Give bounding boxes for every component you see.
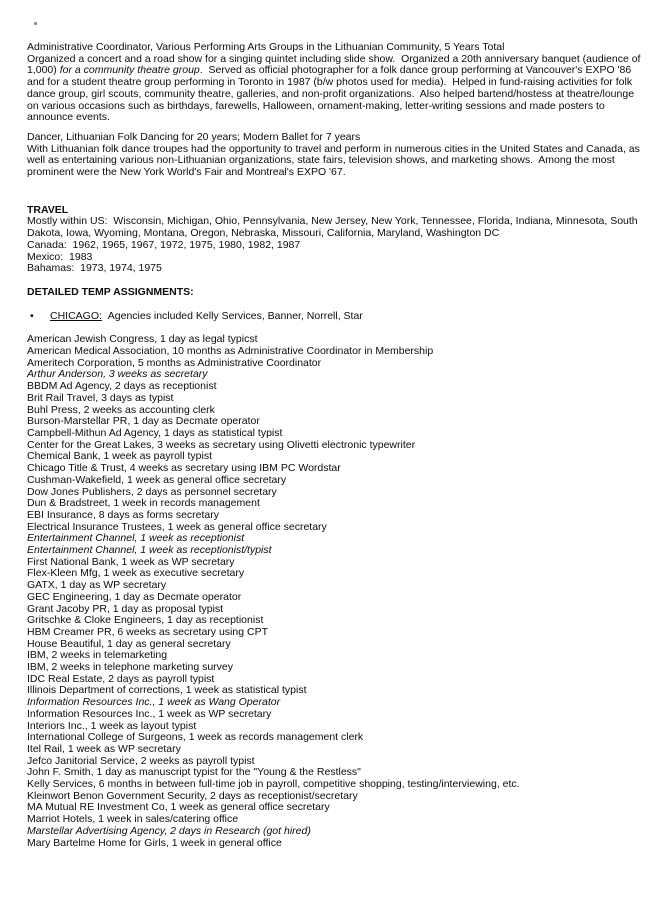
assignment-line: Electrical Insurance Trustees, 1 week as general office secretary [27, 520, 327, 533]
assignment-line: Ameritech Corporation, 5 months as Administrative Coordinator [27, 356, 322, 369]
assignment-line: First National Bank, 1 week as WP secretary [27, 555, 235, 568]
assignment-line: MA Mutual RE Investment Co, 1 week as general office secretary [27, 801, 330, 814]
assignment-line: Dun & Bradstreet, 1 week in records management [27, 497, 260, 510]
assignment-line: Information Resources Inc., 1 week as Wang Operator [27, 696, 281, 709]
chicago-label: CHICAGO: [50, 309, 102, 322]
bullet-icon: • [30, 309, 34, 322]
assignment-line: Cushman-Wakefield, 1 week as general office secretary [27, 473, 287, 486]
assignment-line: Campbell-Mithun Ad Agency, 1 days as statistical typist [27, 426, 283, 439]
assignment-line: Illinois Department of corrections, 1 week as statistical typist [27, 684, 307, 697]
assignment-line: Brit Rail Travel, 3 days as typist [27, 391, 174, 404]
experience-body-arts [27, 54, 648, 124]
assignment-line: Itel Rail, 1 week as WP secretary [27, 742, 181, 755]
assignment-line: Dow Jones Publishers, 2 days as personnel secretary [27, 485, 277, 498]
assignment-line: Marstellar Advertising Agency, 2 days in Research (got hired) [27, 824, 311, 837]
assignment-line: Information Resources Inc., 1 week as WP secretary [27, 707, 272, 720]
assignment-line: American Medical Association, 10 months as Administrative Coordinator in Membership [27, 345, 434, 358]
assignment-line: BBDM Ad Agency, 2 days as receptionist [27, 380, 217, 393]
travel-section [27, 205, 648, 275]
text-segment: Organized a concert and a road show for a singing quintet including slide show. Organized a 20th anniversary banquet (audience of 1,000) [27, 52, 644, 77]
assignment-line: Buhl Press, 2 weeks as accounting clerk [27, 403, 215, 416]
assignment-line: International College of Surgeons, 1 week as records management clerk [27, 731, 364, 744]
experience-title-dancer: Dancer, Lithuanian Folk Dancing for 20 years; Modern Ballet for 7 years [27, 130, 361, 143]
travel-heading: TRAVEL [27, 203, 69, 216]
experience-body-dancer: With Lithuanian folk dance troupes had the opportunity to travel and perform in numerous cities in the United States and Canada, as well as entertaining various non-Lithuanian organizations, state fairs, television shows, and marketing shows. Among the most prominent were the New York World's Fair and Montreal's EXPO '67. [27, 142, 643, 179]
assignment-line: Grant Jacoby PR, 1 day as proposal typist [27, 602, 224, 615]
chicago-agencies-text: Agencies included Kelly Services, Banner, Norrell, Star [101, 309, 363, 322]
assignment-line: Marriot Hotels, 1 week in sales/catering office [27, 813, 239, 826]
assignment-line: IBM, 2 weeks in telemarketing [27, 649, 168, 662]
travel-line: Canada: 1962, 1965, 1967, 1972, 1975, 1980, 1982, 1987 [27, 238, 301, 251]
temp-assignments-heading: DETAILED TEMP ASSIGNMENTS: [27, 285, 194, 298]
travel-line: Mexico: 1983 [27, 250, 93, 263]
assignment-line: Center for the Great Lakes, 3 weeks as secretary using Olivetti electronic typewriter [27, 438, 416, 451]
experience-paragraph-dancer [27, 132, 648, 179]
travel-lines [27, 216, 648, 275]
assignment-line: Chemical Bank, 1 week as payroll typist [27, 450, 212, 463]
assignment-line: House Beautiful, 1 day as general secretary [27, 637, 231, 650]
assignment-line: Flex-Kleen Mfg, 1 week as executive secretary [27, 567, 245, 580]
text-segment: for a community theatre group [59, 64, 200, 77]
experience-title-arts: Administrative Coordinator, Various Performing Arts Groups in the Lithuanian Community, 5 Years Total [27, 41, 505, 53]
assignment-line: Burson-Marstellar PR, 1 day as Decmate operator [27, 415, 260, 428]
assignment-line: Entertainment Channel, 1 week as receptionist/typist [27, 544, 272, 557]
assignment-line: Gritschke & Cloke Engineers, 1 day as receptionist [27, 614, 264, 627]
assignment-line: GATX, 1 day as WP secretary [27, 579, 167, 592]
travel-line: Bahamas: 1973, 1974, 1975 [27, 262, 162, 275]
assignment-line: Mary Bartelme Home for Girls, 1 week in general office [27, 836, 282, 849]
chicago-bullet-line [27, 311, 648, 323]
assignment-line: Kleinwort Benon Government Security, 2 days as receptionist/secretary [27, 789, 358, 802]
scan-artifact [34, 22, 37, 25]
assignment-list [27, 334, 648, 849]
assignment-line: American Jewish Congress, 1 day as legal typicst [27, 333, 258, 346]
experience-paragraph-arts [27, 42, 648, 124]
assignment-line: HBM Creamer PR, 6 weeks as secretary using CPT [27, 625, 268, 638]
assignment-line: GEC Engineering, 1 day as Decmate operator [27, 590, 242, 603]
assignment-line: IBM, 2 weeks in telephone marketing survey [27, 661, 234, 674]
text-segment: . Served as official photographer for a folk dance group performing at Vancouver's EXPO '86 and for a student theatre group performing in Toronto in 1987 (b/w photos used for media). Helped in fund-raising activities for folk dance group, girl scouts, community theatre, galleries, and non-profit organizations. Also helped bartend/hostess at theatre/lounge on various occasions such as birthdays, farewells, Halloween, ornament-making, letter-writing sessions and made posters to announce events. [27, 64, 637, 124]
assignment-line: Entertainment Channel, 1 week as receptionist [27, 532, 245, 545]
assignment-line: Arthur Anderson, 3 weeks as secretary [27, 368, 208, 381]
assignment-line: IDC Real Estate, 2 days as payroll typist [27, 672, 215, 685]
assignment-line: Kelly Services, 6 months in between full-time job in payroll, competitive shopping, testing/interviewing, etc. [27, 778, 520, 791]
assignment-line: Interiors Inc., 1 week as layout typist [27, 719, 197, 732]
assignment-line: John F. Smith, 1 day as manuscript typist for the "Young & the Restless" [27, 766, 361, 779]
assignment-line: Chicago Title & Trust, 4 weeks as secretary using IBM PC Wordstar [27, 462, 341, 475]
assignment-line: EBI Insurance, 8 days as forms secretary [27, 508, 219, 521]
assignment-line: Jefco Janitorial Service, 2 weeks as payroll typist [27, 754, 255, 767]
travel-line: Mostly within US: Wisconsin, Michigan, Ohio, Pennsylvania, New Jersey, New York, Tennessee, Florida, Indiana, Minnesota, South Dakota, Iowa, Wyoming, Montana, Oregon, Nebraska, Missouri, California, Maryland, Washington DC [27, 215, 641, 240]
